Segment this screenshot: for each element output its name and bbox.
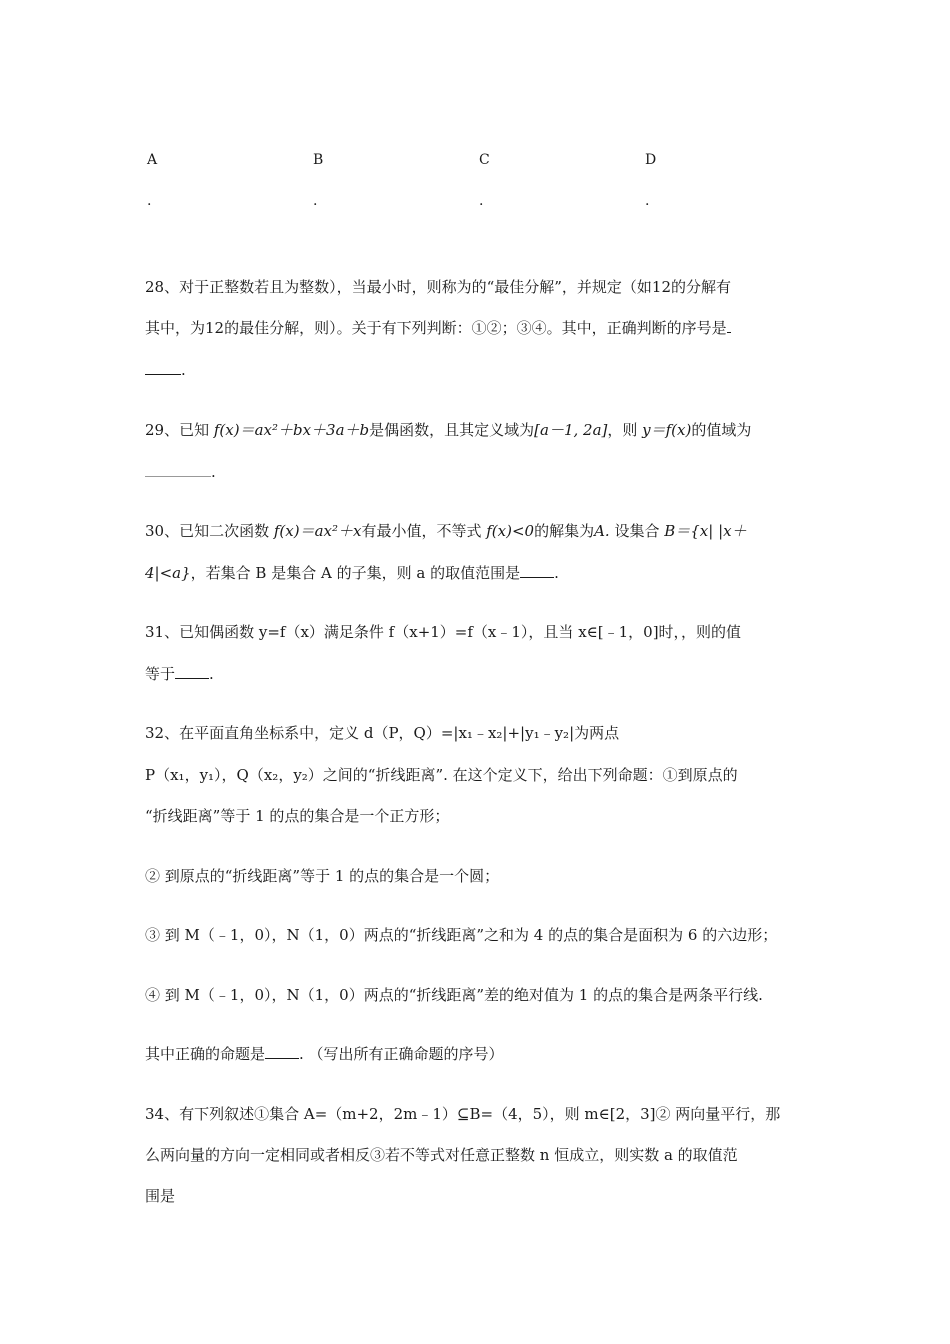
q29-domain: [a－1, 2a] <box>534 421 608 439</box>
q30-answer-blank[interactable] <box>520 563 554 578</box>
q31-answer-blank[interactable] <box>175 664 209 679</box>
option-b-label: B <box>313 152 324 168</box>
q32-item2: ② 到原点的“折线距离”等于 1 的点的集合是一个圆； <box>145 867 500 885</box>
q29-function: f(x)＝ax²＋bx＋3a＋b <box>213 421 370 439</box>
q29-line2: . <box>145 462 216 482</box>
q28-answer-blank[interactable] <box>145 360 181 375</box>
option-c-label: C <box>479 152 490 168</box>
q34-line3: 围是 <box>145 1187 176 1205</box>
q28-line1: 28、对于正整数若且为整数），当最小时，则称为的“最佳分解”，并规定（如12的分解有 <box>145 278 732 296</box>
q32-item4: ④ 到 M（﹣1，0），N（1，0）两点的“折线距离”差的绝对值为 1 的点的集合是两条平行线. <box>145 986 763 1004</box>
q31-line1: 31、已知偶函数 y=f（x）满足条件 f（x+1）=f（x﹣1），且当 x∈[﹣1，0]时，，则的值 <box>145 623 742 641</box>
option-d-label: D <box>645 152 657 168</box>
q32-conclusion: 其中正确的命题是 . （写出所有正确命题的序号） <box>145 1045 504 1063</box>
option-d-dot: . <box>645 193 650 209</box>
option-c-dot: . <box>479 193 484 209</box>
option-a-dot: . <box>147 193 152 209</box>
option-b-dot: . <box>313 193 318 209</box>
q34-line2: 么两向量的方向一定相同或者相反③若不等式对任意正整数 n 恒成立，则实数 a 的取值范 <box>145 1146 738 1164</box>
q28-blank-tail <box>727 318 731 333</box>
q32-line1: 32、在平面直角坐标系中，定义 d（P，Q）=|x₁﹣x₂|+|y₁﹣y₂|为两点 <box>145 724 620 742</box>
q29-line1: 29、已知 f(x)＝ax²＋bx＋3a＋b是偶函数，且其定义域为[a－1, 2a]，则 y＝f(x)的值域为 <box>145 421 752 439</box>
q28-line2: 其中，为12的最佳分解，则）。关于有下列判断：①②；③④。其中，正确判断的序号是 <box>145 318 731 338</box>
q29-answer-blank[interactable] <box>145 462 211 477</box>
option-a-label: A <box>147 152 158 168</box>
q32-line3: “折线距离”等于 1 的点的集合是一个正方形； <box>145 807 450 825</box>
q32-answer-blank[interactable] <box>265 1044 299 1059</box>
q31-line2: 等于 . <box>145 665 214 683</box>
q30-line1: 30、已知二次函数 f(x)＝ax²＋x有最小值，不等式 f(x)<0的解集为A. 设集合 B＝{x| |x＋ <box>145 522 747 540</box>
q34-line1: 34、有下列叙述①集合 A=（m+2，2m﹣1）⊆B=（4，5），则 m∈[2，3]② 两向量平行，那 <box>145 1105 781 1123</box>
q32-item3: ③ 到 M（﹣1，0），N（1，0）两点的“折线距离”之和为 4 的点的集合是面积为 6 的六边形； <box>145 926 778 944</box>
q28-line3: . <box>145 360 186 380</box>
q32-line2: P（x₁，y₁），Q（x₂，y₂）之间的“折线距离”. 在这个定义下，给出下列命题：①到原点的 <box>145 766 738 784</box>
q30-line2: 4|<a}，若集合 B 是集合 A 的子集，则 a 的取值范围是 . <box>145 564 559 582</box>
